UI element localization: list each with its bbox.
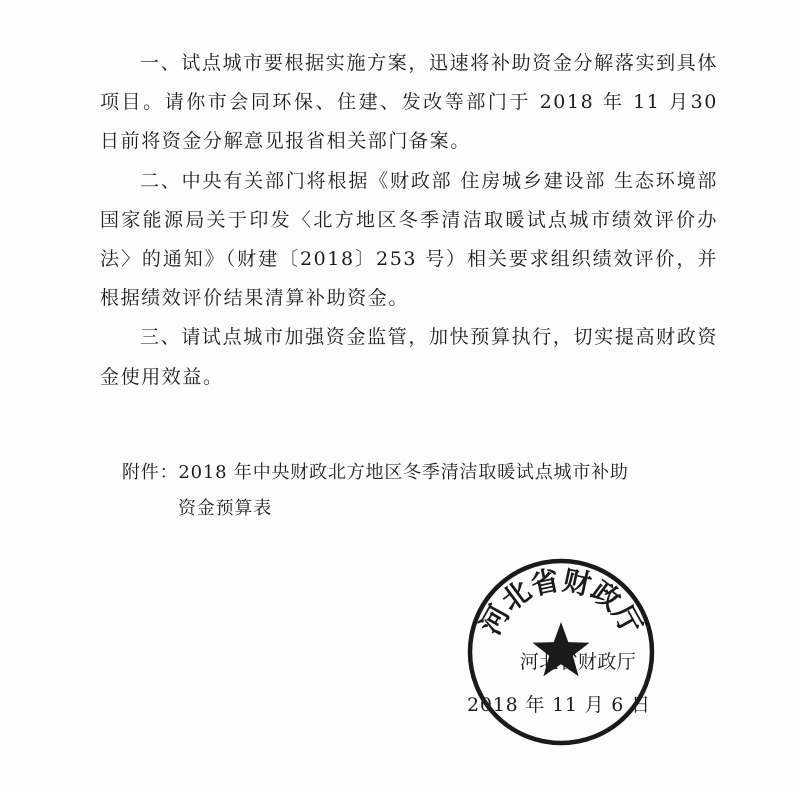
paragraph-1: 一、试点城市要根据实施方案，迅速将补助资金分解落实到具体项目。请你市会同环保、住建、发改等部门于 2018 年 11 月30 日前将资金分解意见报省相关部门备案。 [100, 52, 718, 153]
paragraph-2: 二、中央有关部门将根据《财政部 住房城乡建设部 生态环境部 国家能源局关于印发〈北方地区冬季清洁取暖试点城市绩效评价办法〉的通知》（财建〔2018〕253 号）相关要求组织绩效评价，并根据绩效评价结果清算补助资金。 [100, 169, 718, 310]
issue-date: 2018 年 11 月 6 日 [467, 694, 651, 716]
attachment-line-1 [122, 455, 722, 491]
attachment-note [122, 455, 722, 527]
attachment-title: 2018 年中央财政北方地区冬季清洁取暖试点城市补助 [178, 462, 629, 483]
issuer-signature: 河北省财政厅 [519, 651, 637, 673]
paragraph-3: 三、请试点城市加强资金监管，加快预算执行，切实提高财政资金使用效益。 [100, 326, 718, 388]
document-body [100, 44, 718, 397]
attachment-label: 附件： [122, 462, 179, 483]
attachment-line-2: 资金预算表 [178, 498, 272, 519]
seal-ring-text: 河北省财政厅 [473, 563, 649, 641]
